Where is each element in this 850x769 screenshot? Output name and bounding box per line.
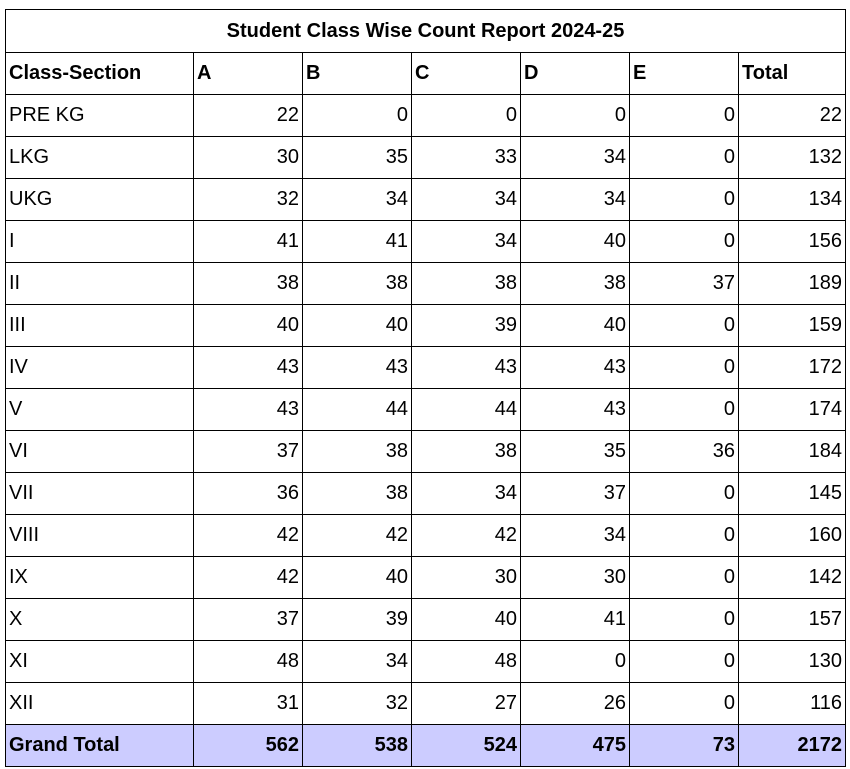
section-e-cell: 0 (630, 683, 739, 725)
table-row (6, 389, 846, 431)
section-c-cell: 34 (412, 179, 521, 221)
column-header-class-section: Class-Section (6, 53, 194, 95)
section-b-cell: 34 (303, 179, 412, 221)
section-e-cell: 0 (630, 473, 739, 515)
section-a-cell: 37 (194, 431, 303, 473)
section-d-cell: 0 (521, 641, 630, 683)
section-c-cell: 38 (412, 263, 521, 305)
grand-total-b: 538 (303, 725, 412, 767)
section-b-cell: 43 (303, 347, 412, 389)
section-a-cell: 32 (194, 179, 303, 221)
class-cell: PRE KG (6, 95, 194, 137)
column-header-d: D (521, 53, 630, 95)
section-a-cell: 43 (194, 347, 303, 389)
section-e-cell: 0 (630, 599, 739, 641)
section-b-cell: 38 (303, 263, 412, 305)
report-container (5, 9, 846, 767)
section-a-cell: 42 (194, 557, 303, 599)
section-a-cell: 43 (194, 389, 303, 431)
class-cell: IV (6, 347, 194, 389)
section-b-cell: 40 (303, 305, 412, 347)
header-row (6, 53, 846, 95)
section-e-cell: 0 (630, 221, 739, 263)
grand-total-a: 562 (194, 725, 303, 767)
section-c-cell: 40 (412, 599, 521, 641)
table-row (6, 221, 846, 263)
section-d-cell: 26 (521, 683, 630, 725)
table-row (6, 263, 846, 305)
section-d-cell: 41 (521, 599, 630, 641)
section-a-cell: 48 (194, 641, 303, 683)
total-cell: 130 (739, 641, 846, 683)
section-e-cell: 0 (630, 305, 739, 347)
section-e-cell: 0 (630, 515, 739, 557)
section-a-cell: 31 (194, 683, 303, 725)
section-a-cell: 38 (194, 263, 303, 305)
section-c-cell: 38 (412, 431, 521, 473)
total-cell: 172 (739, 347, 846, 389)
grand-total-label: Grand Total (6, 725, 194, 767)
section-b-cell: 42 (303, 515, 412, 557)
total-cell: 142 (739, 557, 846, 599)
table-row (6, 95, 846, 137)
class-count-table (5, 9, 846, 767)
class-cell: XII (6, 683, 194, 725)
table-row (6, 137, 846, 179)
section-e-cell: 0 (630, 95, 739, 137)
section-c-cell: 0 (412, 95, 521, 137)
section-e-cell: 0 (630, 137, 739, 179)
class-cell: VIII (6, 515, 194, 557)
grand-total-row (6, 725, 846, 767)
total-cell: 156 (739, 221, 846, 263)
section-b-cell: 41 (303, 221, 412, 263)
class-cell: VII (6, 473, 194, 515)
class-cell: IX (6, 557, 194, 599)
section-e-cell: 0 (630, 641, 739, 683)
section-d-cell: 35 (521, 431, 630, 473)
section-b-cell: 34 (303, 641, 412, 683)
table-row (6, 515, 846, 557)
total-cell: 22 (739, 95, 846, 137)
class-cell: XI (6, 641, 194, 683)
grand-total-c: 524 (412, 725, 521, 767)
grand-total-sum: 2172 (739, 725, 846, 767)
section-e-cell: 0 (630, 389, 739, 431)
table-row (6, 683, 846, 725)
section-e-cell: 36 (630, 431, 739, 473)
section-d-cell: 43 (521, 389, 630, 431)
section-c-cell: 43 (412, 347, 521, 389)
section-c-cell: 39 (412, 305, 521, 347)
section-a-cell: 41 (194, 221, 303, 263)
section-b-cell: 32 (303, 683, 412, 725)
section-a-cell: 30 (194, 137, 303, 179)
section-d-cell: 37 (521, 473, 630, 515)
section-b-cell: 44 (303, 389, 412, 431)
section-d-cell: 30 (521, 557, 630, 599)
section-c-cell: 34 (412, 221, 521, 263)
class-cell: VI (6, 431, 194, 473)
column-header-c: C (412, 53, 521, 95)
class-cell: III (6, 305, 194, 347)
section-a-cell: 42 (194, 515, 303, 557)
table-row (6, 347, 846, 389)
section-b-cell: 38 (303, 431, 412, 473)
report-title: Student Class Wise Count Report 2024-25 (6, 10, 846, 53)
table-row (6, 641, 846, 683)
section-d-cell: 34 (521, 515, 630, 557)
column-header-e: E (630, 53, 739, 95)
section-b-cell: 38 (303, 473, 412, 515)
section-e-cell: 37 (630, 263, 739, 305)
section-d-cell: 40 (521, 305, 630, 347)
table-row (6, 179, 846, 221)
section-d-cell: 34 (521, 137, 630, 179)
column-header-b: B (303, 53, 412, 95)
section-c-cell: 34 (412, 473, 521, 515)
total-cell: 184 (739, 431, 846, 473)
section-e-cell: 0 (630, 557, 739, 599)
total-cell: 132 (739, 137, 846, 179)
section-d-cell: 0 (521, 95, 630, 137)
section-a-cell: 37 (194, 599, 303, 641)
section-d-cell: 43 (521, 347, 630, 389)
section-c-cell: 27 (412, 683, 521, 725)
table-row (6, 557, 846, 599)
section-c-cell: 48 (412, 641, 521, 683)
grand-total-e: 73 (630, 725, 739, 767)
total-cell: 157 (739, 599, 846, 641)
class-cell: UKG (6, 179, 194, 221)
section-a-cell: 40 (194, 305, 303, 347)
section-d-cell: 34 (521, 179, 630, 221)
table-row (6, 473, 846, 515)
section-a-cell: 22 (194, 95, 303, 137)
class-cell: I (6, 221, 194, 263)
grand-total-d: 475 (521, 725, 630, 767)
class-cell: LKG (6, 137, 194, 179)
total-cell: 145 (739, 473, 846, 515)
table-row (6, 305, 846, 347)
total-cell: 159 (739, 305, 846, 347)
class-cell: II (6, 263, 194, 305)
total-cell: 160 (739, 515, 846, 557)
section-c-cell: 33 (412, 137, 521, 179)
section-d-cell: 38 (521, 263, 630, 305)
section-b-cell: 0 (303, 95, 412, 137)
column-header-a: A (194, 53, 303, 95)
section-a-cell: 36 (194, 473, 303, 515)
section-e-cell: 0 (630, 347, 739, 389)
table-row (6, 431, 846, 473)
total-cell: 134 (739, 179, 846, 221)
total-cell: 174 (739, 389, 846, 431)
section-b-cell: 40 (303, 557, 412, 599)
total-cell: 116 (739, 683, 846, 725)
table-row (6, 599, 846, 641)
section-c-cell: 44 (412, 389, 521, 431)
total-cell: 189 (739, 263, 846, 305)
section-d-cell: 40 (521, 221, 630, 263)
section-c-cell: 30 (412, 557, 521, 599)
section-b-cell: 35 (303, 137, 412, 179)
column-header-total: Total (739, 53, 846, 95)
class-cell: V (6, 389, 194, 431)
class-cell: X (6, 599, 194, 641)
section-c-cell: 42 (412, 515, 521, 557)
section-b-cell: 39 (303, 599, 412, 641)
section-e-cell: 0 (630, 179, 739, 221)
